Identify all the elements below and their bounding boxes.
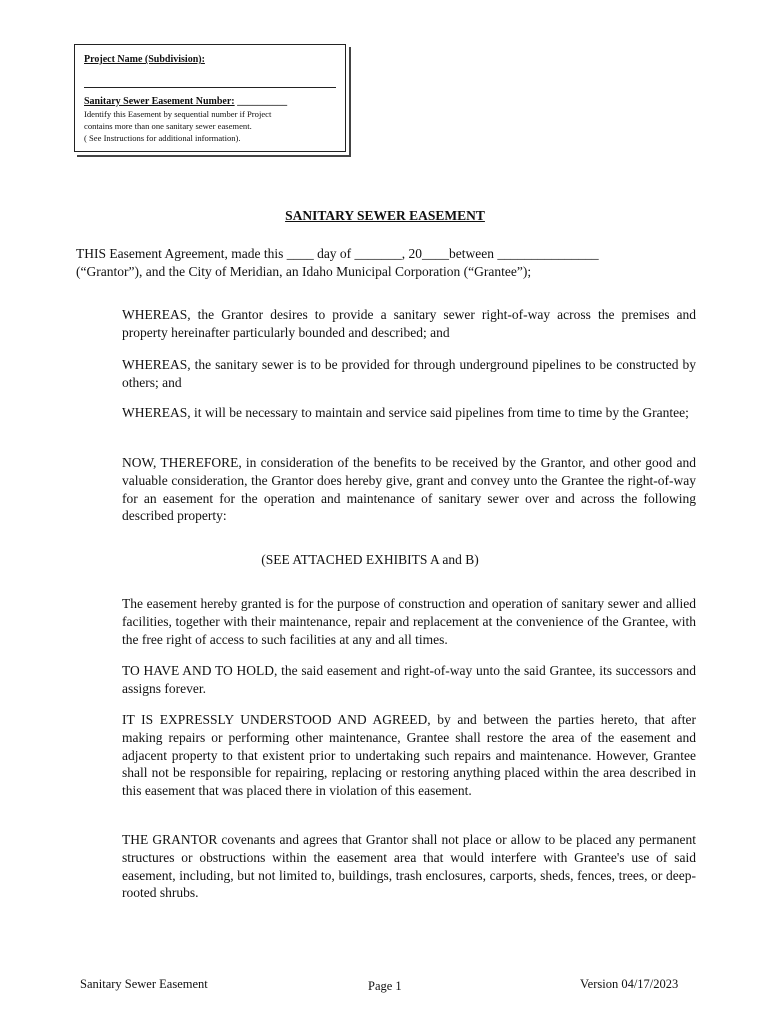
intro-line-1: THIS Easement Agreement, made this ____ day of _______, 20____between _______________ [76,246,599,261]
easement-number-label: Sanitary Sewer Easement Number: [84,96,235,107]
note-line: contains more than one sanitary sewer easement. [84,120,252,131]
intro-paragraph [76,245,696,281]
footer-page-number: Page 1 [368,979,402,993]
now-therefore-paragraph: NOW, THEREFORE, in consideration of the benefits to be received by the Grantor, and other good and valuable consideration, the Grantor does hereby give, grant and convey unto the Grantee the right-of-way for an easement for the operation and maintenance of sanitary sewer over and across the following described property: [122,455,696,524]
to-have-and-to-hold-paragraph: TO HAVE AND TO HOLD, the said easement and right-of-way unto the said Grantee, its successors and assigns forever. [122,663,696,696]
easement-instructions-note [84,109,337,144]
grantor-covenants-paragraph: THE GRANTOR covenants and agrees that Grantor shall not place or allow to be placed any permanent structures or obstructions within the easement area that would interfere with Grantee's use of said easement, including, but not limited to, buildings, trash enclosures, carports, sheds, fences, trees, or deep-rooted shrubs. [122,832,696,901]
easement-purpose-paragraph: The easement hereby granted is for the purpose of construction and operation of sanitary sewer and allied facilities, together with their maintenance, repair and replacement at the convenience of the Grantee, with the free right of access to such facilities at any and all times. [122,596,696,647]
footer-title: Sanitary Sewer Easement [80,977,208,991]
whereas-paragraph-2: WHEREAS, the sanitary sewer is to be provided for through underground pipelines to be constructed by others; and [122,357,696,390]
project-name-label: Project Name (Subdivision): [84,54,205,65]
expressly-understood-paragraph: IT IS EXPRESSLY UNDERSTOOD AND AGREED, by and between the parties hereto, that after making repairs or performing other maintenance, Grantee shall restore the area of the easement and adjacent property to that existent prior to undertaking such repairs and maintenance. However, Grantee shall not be responsible for repairing, replacing or restoring anything placed within the area described in this easement that was placed there in violation of this easement. [122,712,696,799]
whereas-paragraph-3: WHEREAS, it will be necessary to maintain and service said pipelines from time to time by the Grantee; [122,405,689,420]
footer-version: Version 04/17/2023 [580,977,679,991]
easement-number-row [84,96,337,107]
header-box [74,44,346,152]
note-line: ( See Instructions for additional information). [84,132,241,143]
project-name-field[interactable] [84,65,336,88]
document-title: SANITARY SEWER EASEMENT [285,208,485,223]
intro-line-2: (“Grantor”), and the City of Meridian, an Idaho Municipal Corporation (“Grantee”); [76,264,532,279]
easement-number-field[interactable]: __________ [237,96,288,107]
whereas-paragraph-1: WHEREAS, the Grantor desires to provide a sanitary sewer right-of-way across the premises and property hereinafter particularly bounded and described; and [122,307,696,340]
note-line: Identify this Easement by sequential number if Project [84,109,272,119]
exhibits-reference: (SEE ATTACHED EXHIBITS A and B) [261,552,479,567]
